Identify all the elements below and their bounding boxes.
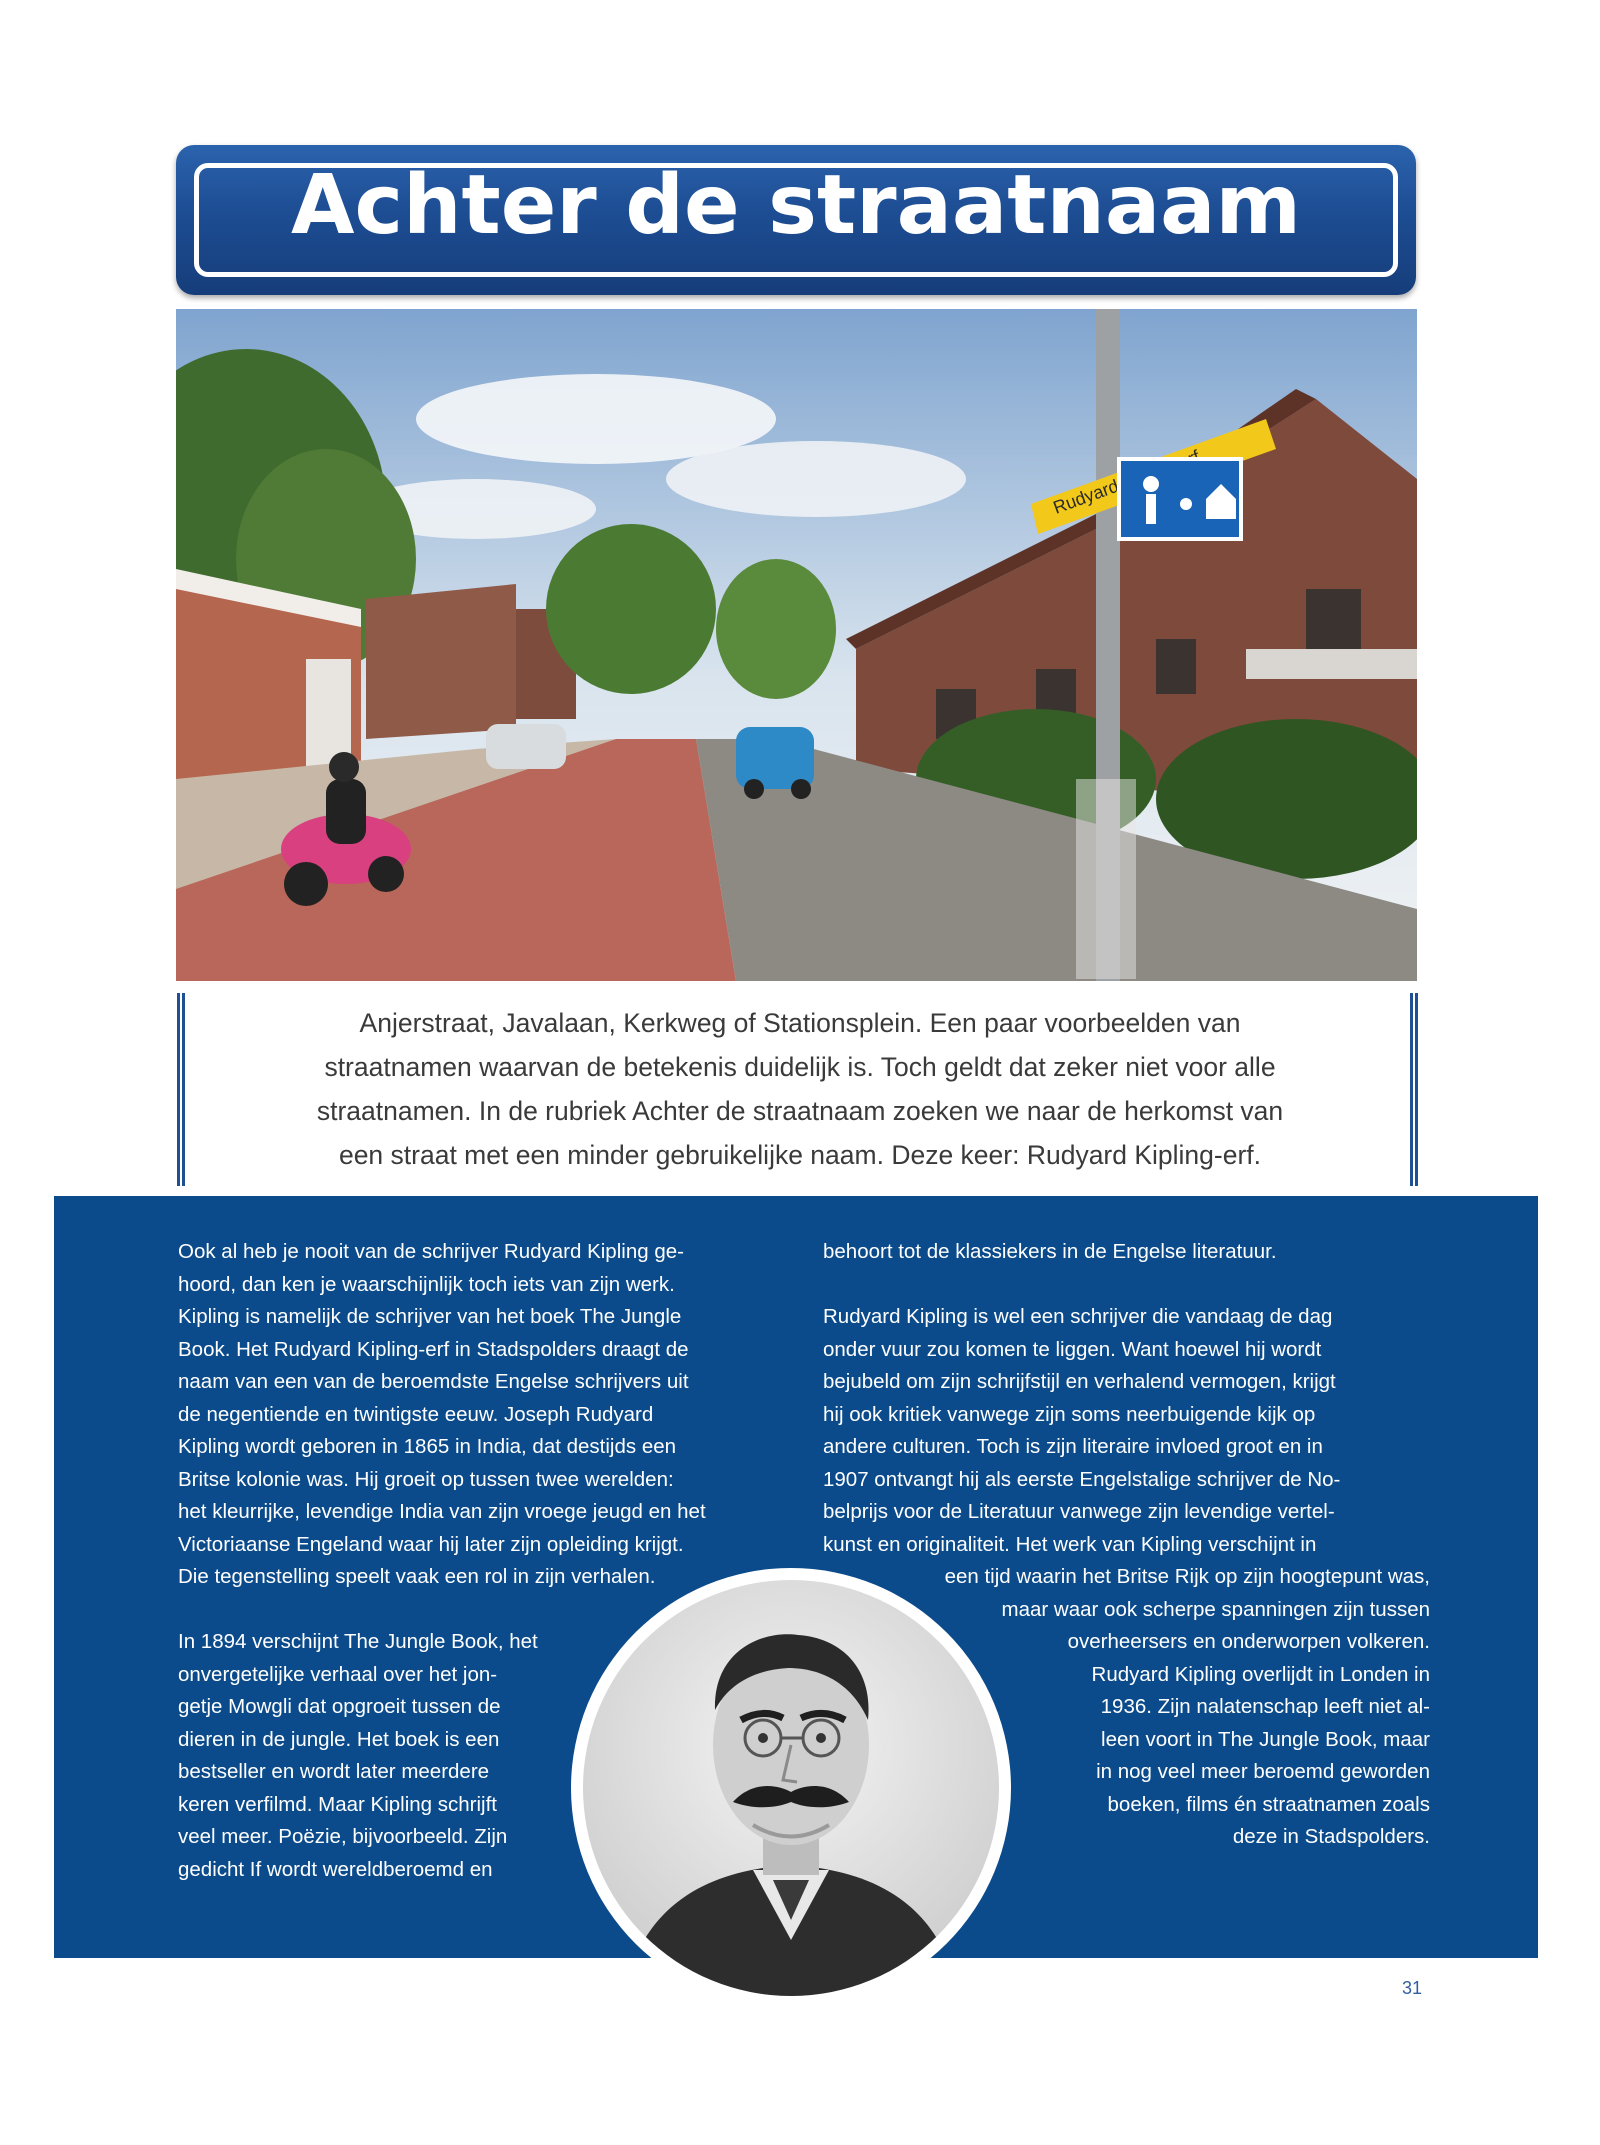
text-line: In 1894 verschijnt The Jungle Book, het bbox=[178, 1630, 538, 1653]
text-line: Britse kolonie was. Hij groeit op tussen twee werelden: bbox=[178, 1467, 674, 1491]
page-title: Achter de straatnaam bbox=[291, 158, 1301, 253]
portrait-photo bbox=[583, 1580, 999, 1996]
author-portrait bbox=[571, 1568, 1011, 2008]
text-line: Rudyard Kipling overlijdt in Londen in bbox=[1091, 1662, 1430, 1686]
text-line: Ook al heb je nooit van de schrijver Rudyard Kipling ge- bbox=[178, 1240, 684, 1263]
text-line: 1907 ontvangt hij als eerste Engelstalige schrijver de No- bbox=[823, 1467, 1341, 1491]
text-line: belprijs voor de Literatuur vanwege zijn levendige vertel- bbox=[823, 1500, 1335, 1523]
text-line: 1936. Zijn nalatenschap leeft niet al- bbox=[1100, 1695, 1430, 1718]
text-line: gedicht If wordt wereldberoemd en bbox=[178, 1857, 493, 1881]
text-line: andere culturen. Toch is zijn literaire invloed groot en in bbox=[823, 1435, 1323, 1458]
text-line: behoort tot de klassiekers in de Engelse literatuur. bbox=[823, 1240, 1277, 1263]
text-line: onvergetelijke verhaal over het jon- bbox=[178, 1662, 498, 1686]
text-line: hoord, dan ken je waarschijnlijk toch iets van zijn werk. bbox=[178, 1272, 675, 1296]
text-line: keren verfilmd. Maar Kipling schrijft bbox=[178, 1792, 497, 1816]
text-line: Kipling wordt geboren in 1865 in India, dat destijds een bbox=[178, 1435, 677, 1458]
text-line: dieren in de jungle. Het boek is een bbox=[178, 1727, 500, 1751]
intro-line: Anjerstraat, Javalaan, Kerkweg of Stationsplein. Een paar voorbeelden van bbox=[359, 1008, 1241, 1038]
text-line: deze in Stadspolders. bbox=[1232, 1825, 1430, 1848]
intro-left-rule-2 bbox=[182, 993, 185, 1186]
text-line: bejubeld om zijn schrijfstijl en verhalend vermogen, krijgt bbox=[823, 1370, 1336, 1393]
text-line: maar waar ook scherpe spanningen zijn tussen bbox=[1001, 1597, 1430, 1621]
text-line: een tijd waarin het Britse Rijk op zijn hoogtepunt was, bbox=[944, 1565, 1430, 1588]
text-line: bestseller en wordt later meerdere bbox=[178, 1760, 490, 1783]
text-line: kunst en originaliteit. Het werk van Kipling verschijnt in bbox=[823, 1532, 1317, 1556]
text-line: Kipling is namelijk de schrijver van het boek The Jungle bbox=[178, 1305, 682, 1328]
text-line: boeken, films én straatnamen zoals bbox=[1107, 1792, 1430, 1816]
text-line: naam van een van de beroemdste Engelse schrijvers uit bbox=[178, 1370, 689, 1393]
street-name-sign: Rudyard bbox=[1050, 475, 1122, 518]
text-line: hij ook kritiek vanwege zijn soms neerbuigende kijk op bbox=[823, 1402, 1316, 1426]
text-line: veel meer. Poëzie, bijvoorbeeld. Zijn bbox=[178, 1825, 508, 1848]
text-line: het kleurrijke, levendige India van zijn vroege jeugd en het bbox=[178, 1500, 706, 1523]
street-photo bbox=[176, 309, 1417, 981]
intro-line: straatnamen. In de rubriek Achter de straatnaam zoeken we naar de herkomst van bbox=[316, 1096, 1284, 1126]
intro-line: straatnamen waarvan de betekenis duidelijk is. Toch geldt dat zeker niet voor alle bbox=[324, 1052, 1276, 1082]
article-column-right bbox=[823, 1236, 1430, 1561]
intro-right-rule-2 bbox=[1415, 993, 1418, 1186]
intro-line: een straat met een minder gebruikelijke naam. Deze keer: Rudyard Kipling-erf. bbox=[338, 1140, 1262, 1170]
text-line: onder vuur zou komen te liggen. Want hoewel hij wordt bbox=[823, 1337, 1322, 1361]
text-line: in nog veel meer beroemd geworden bbox=[1096, 1760, 1430, 1783]
text-line: de negentiende en twintigste eeuw. Joseph Rudyard bbox=[178, 1402, 654, 1426]
text-line: leen voort in The Jungle Book, maar bbox=[1101, 1727, 1430, 1751]
text-line: getje Mowgli dat opgroeit tussen de bbox=[178, 1695, 501, 1718]
street-sign-header bbox=[176, 145, 1416, 295]
text-line: Die tegenstelling speelt vaak een rol in zijn verhalen. bbox=[178, 1565, 656, 1588]
intro-right-rule bbox=[1410, 993, 1413, 1186]
text-line: Rudyard Kipling is wel een schrijver die vandaag de dag bbox=[823, 1305, 1333, 1328]
page-number: 31 bbox=[1402, 1978, 1423, 1998]
intro-left-rule bbox=[177, 993, 180, 1186]
text-line: Book. Het Rudyard Kipling-erf in Stadspolders draagt de bbox=[178, 1337, 689, 1361]
text-line: Victoriaanse Engeland waar hij later zijn opleiding krijgt. bbox=[178, 1532, 684, 1556]
intro-paragraph bbox=[200, 1001, 1400, 1177]
text-line: overheersers en onderworpen volkeren. bbox=[1067, 1630, 1430, 1653]
street-photo-illustration bbox=[176, 309, 1417, 981]
